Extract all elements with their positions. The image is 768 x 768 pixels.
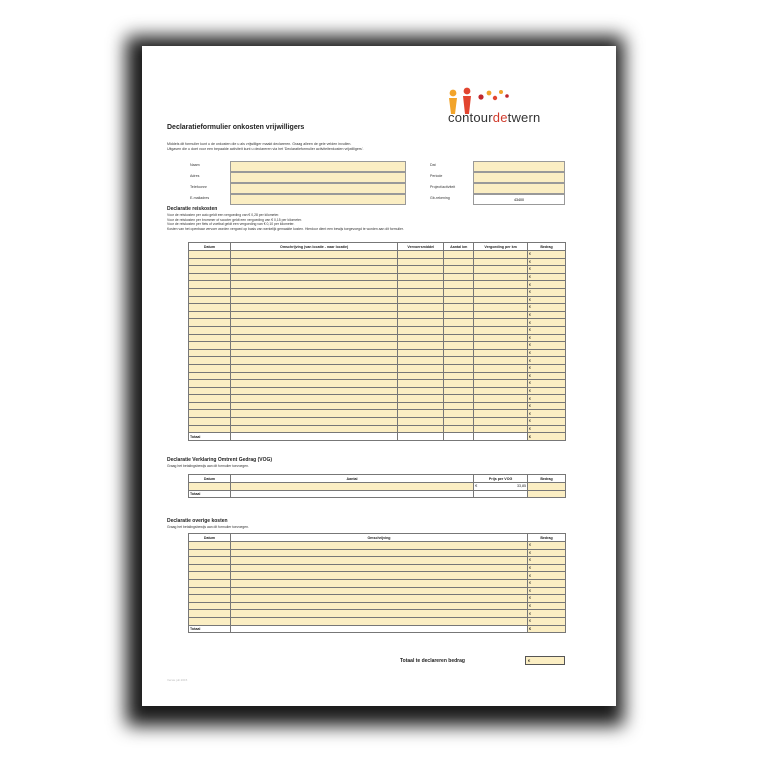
travel-cell[interactable] [398, 251, 444, 259]
travel-bedrag-cell[interactable]: € [528, 380, 566, 388]
travel-cell[interactable] [444, 326, 474, 334]
travel-cell[interactable] [398, 311, 444, 319]
travel-bedrag-cell[interactable]: € [528, 251, 566, 259]
travel-total-value: € [528, 433, 566, 441]
vog-datum-cell[interactable] [189, 483, 231, 491]
travel-cell[interactable] [230, 425, 397, 433]
other-total-row [189, 625, 566, 633]
travel-cell[interactable] [398, 266, 444, 274]
other-cell[interactable] [189, 610, 231, 618]
travel-cell[interactable] [398, 425, 444, 433]
label-naam: Naam [190, 163, 200, 167]
table-row [189, 342, 566, 350]
travel-cell[interactable] [189, 410, 231, 418]
label-periode: Periode [430, 174, 443, 178]
travel-cell[interactable] [398, 273, 444, 281]
other-cell[interactable] [189, 542, 231, 550]
label-adres: Adres [190, 174, 200, 178]
travel-cell[interactable] [398, 304, 444, 312]
travel-cell[interactable] [444, 364, 474, 372]
travel-bedrag-cell[interactable]: € [528, 372, 566, 380]
table-row [189, 549, 566, 557]
travel-cell[interactable] [474, 418, 528, 426]
gb-rekening-value: 43400 [473, 194, 565, 205]
travel-cell[interactable] [230, 334, 397, 342]
travel-bedrag-cell[interactable]: € [528, 273, 566, 281]
travel-cell[interactable] [398, 258, 444, 266]
table-row [189, 418, 566, 426]
table-row [189, 349, 566, 357]
travel-cell[interactable] [398, 319, 444, 327]
other-cell[interactable] [230, 572, 527, 580]
travel-cell[interactable] [474, 258, 528, 266]
other-col-omschrijving: Omschrijving [230, 534, 527, 542]
travel-cell[interactable] [398, 349, 444, 357]
travel-cell[interactable] [189, 342, 231, 350]
travel-cell[interactable] [230, 410, 397, 418]
travel-bedrag-cell[interactable]: € [528, 288, 566, 296]
travel-cell[interactable] [189, 296, 231, 304]
vog-total-row [189, 490, 566, 498]
travel-cell[interactable] [230, 258, 397, 266]
travel-cell[interactable] [189, 326, 231, 334]
table-row [189, 251, 566, 259]
other-cell[interactable] [230, 542, 527, 550]
label-gb-rekening: Gb-rekening [430, 196, 450, 200]
other-cell[interactable] [189, 617, 231, 625]
travel-cell[interactable] [474, 364, 528, 372]
label-email: E-mailadres [190, 196, 210, 200]
label-project: Project/activiteit [430, 185, 456, 189]
vog-table [188, 474, 566, 498]
travel-cell[interactable] [474, 251, 528, 259]
other-total-label: Totaal [189, 625, 231, 633]
travel-cell[interactable] [230, 311, 397, 319]
travel-cell[interactable] [474, 304, 528, 312]
travel-cell[interactable] [189, 364, 231, 372]
vog-col-prijs: Prijs per VOG [474, 475, 528, 483]
vog-prijs-cell: € 33,85 [475, 484, 527, 489]
travel-cell[interactable] [398, 372, 444, 380]
table-row [189, 281, 566, 289]
travel-cell[interactable] [444, 402, 474, 410]
travel-cell[interactable] [230, 342, 397, 350]
travel-cell[interactable] [474, 296, 528, 304]
travel-bedrag-cell[interactable]: € [528, 402, 566, 410]
travel-cell[interactable] [230, 281, 397, 289]
other-cell[interactable] [189, 595, 231, 603]
travel-cell[interactable] [189, 380, 231, 388]
adres-field[interactable] [230, 172, 406, 183]
other-bedrag-cell[interactable]: € [528, 542, 566, 550]
table-row [189, 319, 566, 327]
other-cell[interactable] [230, 557, 527, 565]
vog-note: Graag het betalingsbewijs aan dit formulier toevoegen. [167, 464, 249, 468]
document-page [142, 46, 616, 706]
travel-cell[interactable] [398, 357, 444, 365]
travel-bedrag-cell[interactable]: € [528, 395, 566, 403]
table-row [189, 288, 566, 296]
travel-cell[interactable] [398, 418, 444, 426]
travel-table [188, 242, 566, 441]
travel-cell[interactable] [474, 349, 528, 357]
logo-wordmark: contourdetwern [448, 110, 541, 125]
travel-bedrag-cell[interactable]: € [528, 364, 566, 372]
travel-cell[interactable] [398, 395, 444, 403]
table-row [189, 395, 566, 403]
table-row [189, 617, 566, 625]
travel-cell[interactable] [474, 266, 528, 274]
travel-bedrag-cell[interactable]: € [528, 349, 566, 357]
travel-cell[interactable] [474, 380, 528, 388]
travel-cell[interactable] [444, 425, 474, 433]
travel-cell[interactable] [444, 387, 474, 395]
datum-field[interactable] [473, 161, 565, 172]
travel-bedrag-cell[interactable]: € [528, 304, 566, 312]
other-bedrag-cell[interactable]: € [528, 617, 566, 625]
other-bedrag-cell[interactable]: € [528, 549, 566, 557]
travel-cell[interactable] [230, 304, 397, 312]
travel-cell[interactable] [444, 380, 474, 388]
other-bedrag-cell[interactable]: € [528, 595, 566, 603]
travel-cell[interactable] [230, 357, 397, 365]
table-row [189, 357, 566, 365]
other-cell[interactable] [230, 564, 527, 572]
travel-notes: Voor de reiskosten per auto geldt een vergoeding van € 0,28 per kilometer. Voor de reiskosten per brommer of scooter geldt een vergoeding van € 0,15 per kilometer. Voor de reiskosten per fiets of voetbal geldt een vergoeding van € 0,10 per kilometer. Kosten van het openbaar vervoer worden vergoed op basis van werkelijk gemaakte kosten. Hierdoor dient een bewijs toegevoegd te worden aan dit formulier. [167, 213, 404, 231]
travel-cell[interactable] [474, 288, 528, 296]
travel-cell[interactable] [444, 266, 474, 274]
project-field[interactable] [473, 183, 565, 194]
travel-cell[interactable] [230, 364, 397, 372]
periode-field[interactable] [473, 172, 565, 183]
travel-cell[interactable] [474, 402, 528, 410]
travel-bedrag-cell[interactable]: € [528, 334, 566, 342]
travel-bedrag-cell[interactable]: € [528, 258, 566, 266]
table-row [189, 425, 566, 433]
travel-cell[interactable] [230, 288, 397, 296]
travel-cell[interactable] [444, 273, 474, 281]
travel-cell[interactable] [474, 372, 528, 380]
travel-cell[interactable] [230, 296, 397, 304]
travel-cell[interactable] [230, 387, 397, 395]
travel-cell[interactable] [444, 288, 474, 296]
form-title: Declaratieformulier onkosten vrijwilligers [167, 124, 305, 131]
table-row [189, 483, 566, 491]
other-cell[interactable] [189, 549, 231, 557]
other-cell[interactable] [230, 602, 527, 610]
other-total-value: € [528, 625, 566, 633]
travel-bedrag-cell[interactable]: € [528, 326, 566, 334]
travel-cell[interactable] [398, 342, 444, 350]
label-telefoon: Telefoonnr [190, 185, 207, 189]
travel-cell[interactable] [189, 395, 231, 403]
travel-cell[interactable] [398, 364, 444, 372]
travel-cell[interactable] [189, 319, 231, 327]
vog-total-value [528, 490, 566, 498]
other-bedrag-cell[interactable]: € [528, 579, 566, 587]
other-cell[interactable] [189, 557, 231, 565]
col-vervoersmiddel: Vervoersmiddel [398, 243, 444, 251]
table-row [189, 372, 566, 380]
col-omschrijving: Omschrijving (van locatie - naar locatie) [230, 243, 397, 251]
table-row [189, 258, 566, 266]
travel-bedrag-cell[interactable]: € [528, 311, 566, 319]
other-cell[interactable] [230, 610, 527, 618]
vog-col-aantal: Aantal [230, 475, 473, 483]
other-bedrag-cell[interactable]: € [528, 602, 566, 610]
label-datum: Dat [430, 163, 436, 167]
table-row [189, 542, 566, 550]
travel-cell[interactable] [189, 311, 231, 319]
email-field[interactable] [230, 194, 406, 205]
travel-cell[interactable] [398, 288, 444, 296]
travel-total-row [189, 433, 566, 441]
travel-bedrag-cell[interactable]: € [528, 418, 566, 426]
intro-text: Middels dit formulier kunt u de onkosten die u als vrijwilliger maakt declareren. Graag alleen de gele velden invullen. Uitgaven die u doet voor een bepaalde activiteit kunt u declareren via het 'Declaratieformulier activiteitenkosten vrijwilligers'. [167, 142, 364, 151]
travel-cell[interactable] [189, 357, 231, 365]
travel-cell[interactable] [230, 266, 397, 274]
travel-cell[interactable] [230, 372, 397, 380]
travel-cell[interactable] [230, 402, 397, 410]
travel-cell[interactable] [444, 258, 474, 266]
travel-cell[interactable] [230, 380, 397, 388]
travel-total-label: Totaal [189, 433, 231, 441]
travel-cell[interactable] [189, 418, 231, 426]
table-row [189, 296, 566, 304]
other-cell[interactable] [189, 564, 231, 572]
travel-cell[interactable] [444, 334, 474, 342]
travel-cell[interactable] [474, 357, 528, 365]
travel-cell[interactable] [444, 319, 474, 327]
travel-bedrag-cell[interactable]: € [528, 387, 566, 395]
table-row [189, 266, 566, 274]
other-cell[interactable] [230, 549, 527, 557]
other-table [188, 533, 566, 633]
table-row [189, 587, 566, 595]
travel-bedrag-cell[interactable]: € [528, 266, 566, 274]
travel-cell[interactable] [444, 281, 474, 289]
travel-cell[interactable] [189, 273, 231, 281]
travel-cell[interactable] [189, 258, 231, 266]
travel-cell[interactable] [230, 319, 397, 327]
travel-cell[interactable] [189, 304, 231, 312]
travel-cell[interactable] [189, 266, 231, 274]
vog-aantal-cell[interactable] [230, 483, 473, 491]
travel-bedrag-cell[interactable]: € [528, 281, 566, 289]
table-row [189, 410, 566, 418]
travel-cell[interactable] [444, 372, 474, 380]
travel-cell[interactable] [444, 395, 474, 403]
naam-field[interactable] [230, 161, 406, 172]
travel-cell[interactable] [474, 273, 528, 281]
other-bedrag-cell[interactable]: € [528, 572, 566, 580]
travel-cell[interactable] [398, 281, 444, 289]
travel-cell[interactable] [474, 281, 528, 289]
table-row [189, 557, 566, 565]
other-cell[interactable] [230, 595, 527, 603]
travel-cell[interactable] [474, 387, 528, 395]
travel-cell[interactable] [189, 288, 231, 296]
travel-cell[interactable] [398, 380, 444, 388]
vog-bedrag-cell[interactable] [528, 483, 566, 491]
grand-total-label: Totaal te declareren bedrag [400, 658, 465, 664]
travel-heading: Declaratie reiskosten [167, 206, 218, 212]
table-row [189, 334, 566, 342]
table-row [189, 602, 566, 610]
travel-cell[interactable] [189, 251, 231, 259]
table-row [189, 326, 566, 334]
travel-cell[interactable] [189, 425, 231, 433]
travel-cell[interactable] [398, 402, 444, 410]
travel-cell[interactable] [230, 251, 397, 259]
travel-cell[interactable] [189, 349, 231, 357]
other-bedrag-cell[interactable]: € [528, 610, 566, 618]
other-col-bedrag: Bedrag [528, 534, 566, 542]
travel-cell[interactable] [398, 334, 444, 342]
travel-bedrag-cell[interactable]: € [528, 342, 566, 350]
other-cell[interactable] [230, 617, 527, 625]
travel-cell[interactable] [189, 334, 231, 342]
travel-cell[interactable] [189, 372, 231, 380]
col-vergoeding: Vergoeding per km [474, 243, 528, 251]
table-row [189, 572, 566, 580]
travel-cell[interactable] [230, 326, 397, 334]
travel-cell[interactable] [398, 410, 444, 418]
travel-cell[interactable] [230, 273, 397, 281]
other-heading: Declaratie overige kosten [167, 518, 228, 524]
travel-bedrag-cell[interactable]: € [528, 425, 566, 433]
table-row [189, 402, 566, 410]
table-row [189, 273, 566, 281]
vog-heading: Declaratie Verklaring Omtrent Gedrag (VOG) [167, 457, 273, 463]
travel-cell[interactable] [189, 387, 231, 395]
travel-cell[interactable] [444, 410, 474, 418]
travel-cell[interactable] [474, 326, 528, 334]
travel-bedrag-cell[interactable]: € [528, 357, 566, 365]
vog-col-bedrag: Bedrag [528, 475, 566, 483]
table-row [189, 304, 566, 312]
travel-cell[interactable] [444, 311, 474, 319]
travel-cell[interactable] [189, 402, 231, 410]
other-bedrag-cell[interactable]: € [528, 587, 566, 595]
table-row [189, 364, 566, 372]
travel-cell[interactable] [474, 410, 528, 418]
col-bedrag: Bedrag [528, 243, 566, 251]
grand-total-field: € [525, 656, 565, 665]
col-datum: Datum [189, 243, 231, 251]
telefoon-field[interactable] [230, 183, 406, 194]
travel-cell[interactable] [444, 251, 474, 259]
table-row [189, 579, 566, 587]
travel-cell[interactable] [474, 334, 528, 342]
other-cell[interactable] [189, 602, 231, 610]
travel-cell[interactable] [230, 418, 397, 426]
travel-cell[interactable] [474, 395, 528, 403]
travel-cell[interactable] [444, 304, 474, 312]
vog-total-label: Totaal [189, 490, 231, 498]
table-row [189, 380, 566, 388]
footer-version: Versie juli 2015 [167, 678, 188, 682]
travel-cell[interactable] [444, 342, 474, 350]
table-row [189, 564, 566, 572]
other-cell[interactable] [230, 587, 527, 595]
other-bedrag-cell[interactable]: € [528, 557, 566, 565]
travel-bedrag-cell[interactable]: € [528, 296, 566, 304]
travel-cell[interactable] [230, 395, 397, 403]
other-cell[interactable] [189, 579, 231, 587]
other-note: Graag het betalingsbewijs aan dit formulier toevoegen. [167, 525, 249, 529]
travel-cell[interactable] [398, 326, 444, 334]
travel-bedrag-cell[interactable]: € [528, 410, 566, 418]
travel-bedrag-cell[interactable]: € [528, 319, 566, 327]
other-cell[interactable] [230, 579, 527, 587]
other-bedrag-cell[interactable]: € [528, 564, 566, 572]
col-aantal-km: Aantal km [444, 243, 474, 251]
table-row [189, 610, 566, 618]
travel-cell[interactable] [474, 319, 528, 327]
travel-cell[interactable] [444, 418, 474, 426]
table-row [189, 595, 566, 603]
travel-cell[interactable] [189, 281, 231, 289]
travel-cell[interactable] [444, 296, 474, 304]
travel-cell[interactable] [474, 311, 528, 319]
travel-cell[interactable] [398, 387, 444, 395]
table-row [189, 311, 566, 319]
travel-cell[interactable] [398, 296, 444, 304]
travel-cell[interactable] [474, 342, 528, 350]
travel-cell[interactable] [474, 425, 528, 433]
other-cell[interactable] [189, 587, 231, 595]
travel-cell[interactable] [444, 349, 474, 357]
travel-cell[interactable] [444, 357, 474, 365]
other-col-datum: Datum [189, 534, 231, 542]
vog-col-datum: Datum [189, 475, 231, 483]
other-cell[interactable] [189, 572, 231, 580]
table-row [189, 387, 566, 395]
travel-cell[interactable] [230, 349, 397, 357]
